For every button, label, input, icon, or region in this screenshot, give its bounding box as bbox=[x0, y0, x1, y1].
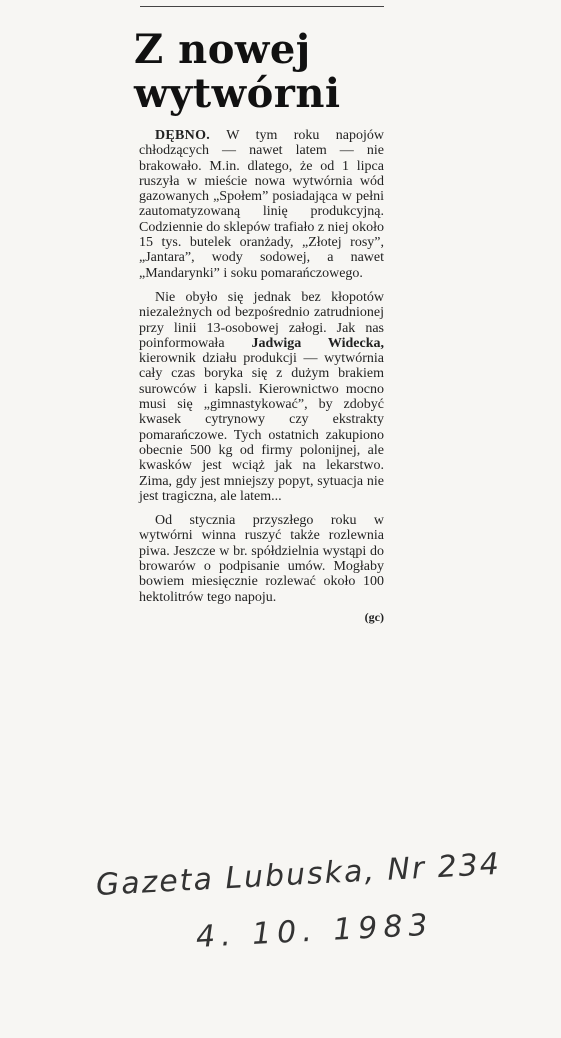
paragraph-3-text: Od stycznia przyszłego roku w wytwórni winna ruszyć także rozlewnia piwa. Jeszcze w br. spółdzielnia wystąpi do browarów o podpisanie umów. Mogłaby bowiem miesięcznie rozlewać około 100 hektolitrów tego napoju. bbox=[139, 513, 384, 605]
handwritten-date: 4. 10. 1983 bbox=[195, 907, 435, 955]
author-signature: (gc) bbox=[364, 609, 384, 624]
person-name: Jadwiga Widecka, bbox=[251, 335, 385, 351]
headline-line-2: wytwórni bbox=[134, 70, 341, 117]
handwritten-source: Gazeta Lubuska, Nr 234 bbox=[95, 846, 502, 903]
paragraph-1-text: W tym roku napojów chłodzących — nawet latem — nie brakowało. M.in. dlatego, że od 1 lipca ruszyła w mieście nowa wytwórnia wód gazowanych „Społem” posiadająca w pełni zautomatyzowaną linię produkcyjną. Codziennie do sklepów trafiało z niej około 15 tys. butelek oranżady, „Złotej rosy”, „Jantara”, wody sodowej, a nawet „Mandarynki” i soku pomarańczowego. bbox=[139, 128, 384, 281]
headline-line-1: Z nowej bbox=[134, 26, 311, 73]
article-paragraph-3 bbox=[139, 513, 384, 605]
paragraph-2-text-a: Nie obyło się jednak bez kłopotów niezależnych od bezpośrednio zatrudnionej przy linii 13-osobowej załogi. Jak nas poinformowała bbox=[139, 289, 384, 351]
top-rule bbox=[140, 6, 384, 7]
article-paragraph-2 bbox=[139, 290, 384, 504]
article-body bbox=[139, 128, 384, 624]
headline bbox=[134, 28, 394, 116]
paragraph-2-text-b: kierownik działu produkcji — wytwórnia cały czas boryka się z dużym brakiem surowców i kapsli. Kierownictwo mocno musi się „gimnastykować”, by zdobyć kwasek cytrynowy czy ekstrakty pomarańczowe. Tych ostatnich zakupiono obecnie 500 kg od firmy polonijnej, ale kwasków jest wciąż jak na lekarstwo. Zima, gdy jest mniejszy popyt, sytuacja nie jest tragiczna, ale latem... bbox=[139, 351, 384, 504]
dateline: DĘBNO. bbox=[155, 128, 211, 143]
article-paragraph-1 bbox=[139, 128, 384, 281]
